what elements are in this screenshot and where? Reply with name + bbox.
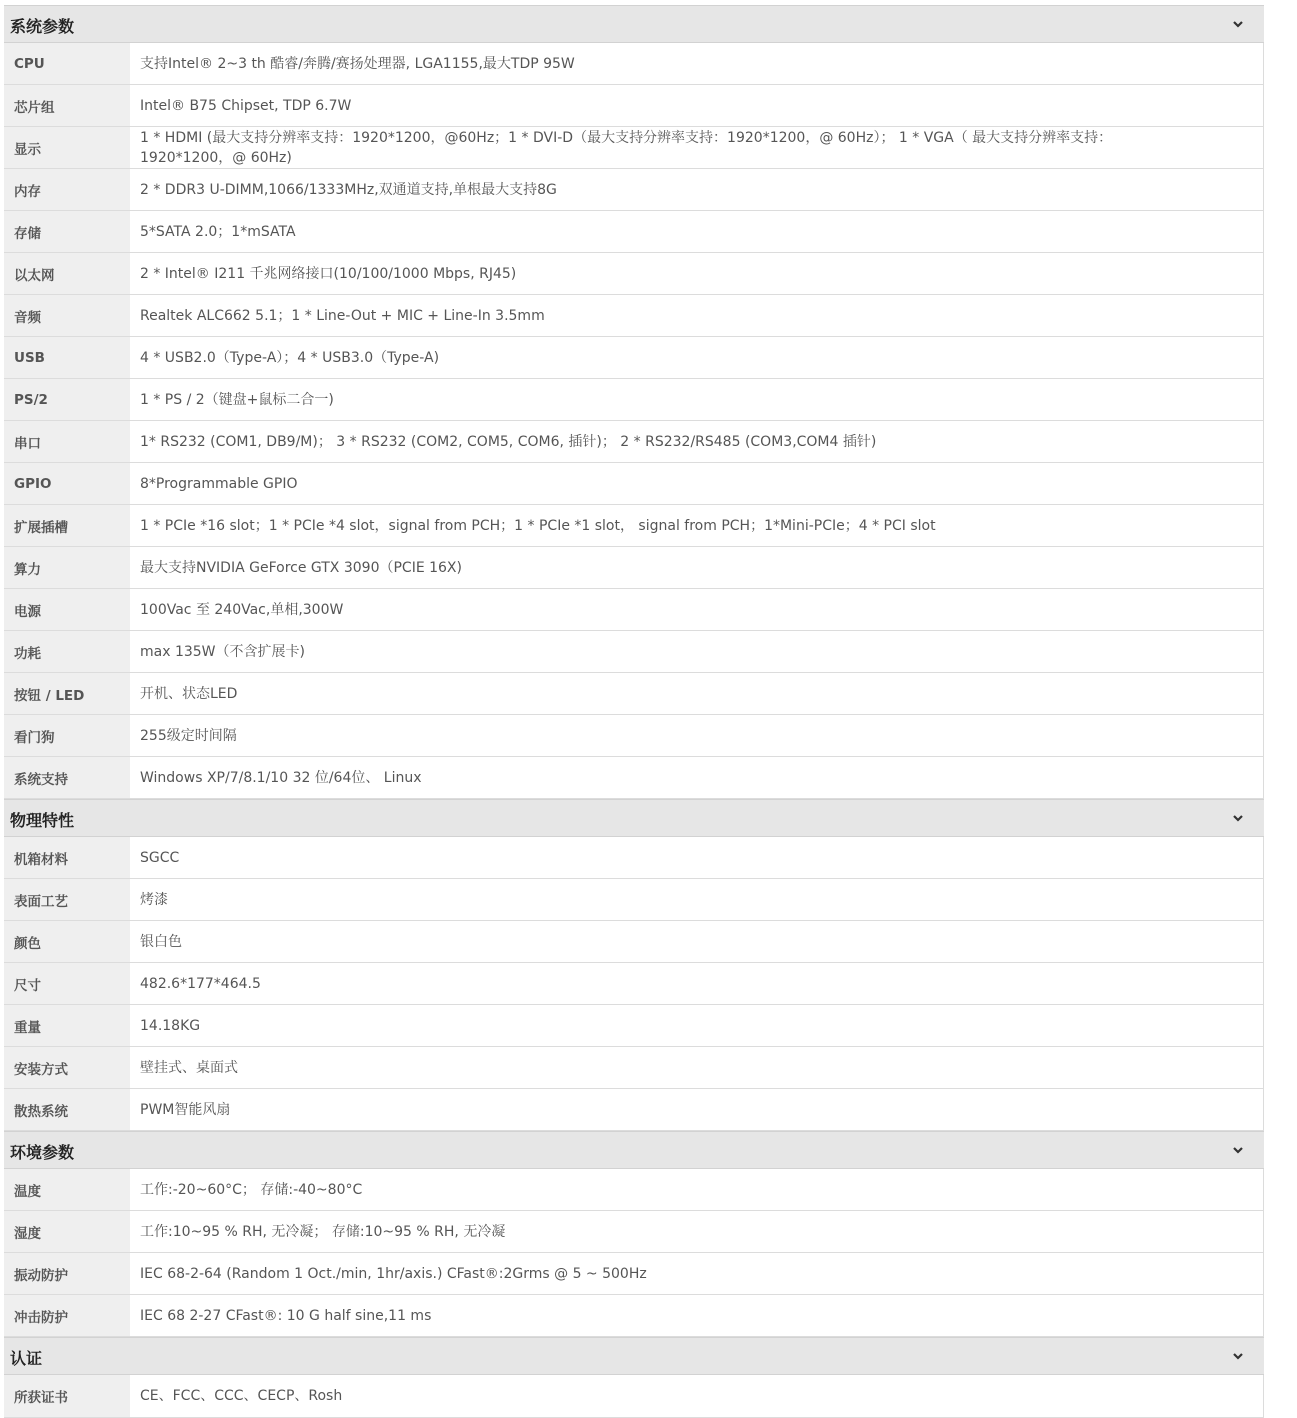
spec-row	[4, 421, 1264, 463]
spec-value: 1 * PS / 2（键盘+鼠标二合一)	[130, 379, 1263, 420]
spec-value: CE、FCC、CCC、CECP、Rosh	[130, 1375, 1263, 1417]
spec-value: 482.6*177*464.5	[130, 963, 1263, 1004]
section-header[interactable]	[4, 5, 1264, 43]
spec-row	[4, 673, 1264, 715]
spec-row	[4, 879, 1264, 921]
section-title: 认证	[10, 1349, 43, 1368]
spec-label: 表面工艺	[4, 879, 130, 920]
spec-label: 算力	[4, 547, 130, 588]
spec-label: 电源	[4, 589, 130, 630]
spec-row	[4, 1375, 1264, 1418]
section-environment	[4, 1131, 1264, 1337]
spec-row	[4, 85, 1264, 127]
spec-value: 14.18KG	[130, 1005, 1263, 1046]
spec-label: GPIO	[4, 463, 130, 504]
spec-value: 255级定时间隔	[130, 715, 1263, 756]
spec-row	[4, 589, 1264, 631]
spec-row	[4, 127, 1264, 169]
spec-value: 壁挂式、桌面式	[130, 1047, 1263, 1088]
spec-row	[4, 1005, 1264, 1047]
spec-label: 按钮 / LED	[4, 673, 130, 714]
spec-row	[4, 1295, 1264, 1337]
spec-row	[4, 921, 1264, 963]
section-certification	[4, 1337, 1264, 1418]
spec-label: 功耗	[4, 631, 130, 672]
spec-value: 最大支持NVIDIA GeForce GTX 3090（PCIE 16X)	[130, 547, 1263, 588]
section-system	[4, 5, 1264, 799]
spec-label: 内存	[4, 169, 130, 210]
spec-label: 所获证书	[4, 1375, 130, 1417]
spec-row	[4, 715, 1264, 757]
spec-label: 串口	[4, 421, 130, 462]
spec-value: 1 * HDMI (最大支持分辨率支持：1920*1200，@60Hz；1 * DVI-D（最大支持分辨率支持：1920*1200，@ 60Hz）； 1 * VGA（ 最大支持分辨率支持：1920*1200，@ 60Hz)	[130, 127, 1263, 168]
section-title: 物理特性	[10, 811, 75, 830]
spec-row	[4, 1089, 1264, 1131]
spec-row	[4, 963, 1264, 1005]
spec-label: PS/2	[4, 379, 130, 420]
spec-value: PWM智能风扇	[130, 1089, 1263, 1130]
spec-value: Intel® B75 Chipset, TDP 6.7W	[130, 85, 1263, 126]
spec-label: 温度	[4, 1169, 130, 1210]
spec-value: 工作:10~95 % RH, 无冷凝； 存储:10~95 % RH, 无冷凝	[130, 1211, 1263, 1252]
spec-row	[4, 337, 1264, 379]
section-header[interactable]	[4, 1337, 1264, 1375]
spec-value: IEC 68 2-27 CFast®: 10 G half sine,11 ms	[130, 1295, 1263, 1336]
spec-value: 100Vac 至 240Vac,单相,300W	[130, 589, 1263, 630]
section-physical	[4, 799, 1264, 1131]
spec-value: Windows XP/7/8.1/10 32 位/64位、 Linux	[130, 757, 1263, 798]
spec-value: 银白色	[130, 921, 1263, 962]
spec-label: USB	[4, 337, 130, 378]
spec-row	[4, 505, 1264, 547]
spec-label: 湿度	[4, 1211, 130, 1252]
chevron-down-icon[interactable]	[1232, 812, 1244, 824]
spec-label: 音频	[4, 295, 130, 336]
spec-value: 工作:-20~60°C； 存储:-40~80°C	[130, 1169, 1263, 1210]
spec-label: 散热系统	[4, 1089, 130, 1130]
spec-row	[4, 757, 1264, 799]
spec-row	[4, 837, 1264, 879]
chevron-down-icon[interactable]	[1232, 1350, 1244, 1362]
section-title: 系统参数	[10, 17, 75, 36]
spec-label: 尺寸	[4, 963, 130, 1004]
spec-label: 以太网	[4, 253, 130, 294]
spec-row	[4, 1169, 1264, 1211]
spec-value: 烤漆	[130, 879, 1263, 920]
spec-label: 显示	[4, 127, 130, 168]
spec-label: 系统支持	[4, 757, 130, 798]
spec-row	[4, 211, 1264, 253]
spec-label: 安装方式	[4, 1047, 130, 1088]
chevron-down-icon[interactable]	[1232, 1144, 1244, 1156]
spec-row	[4, 1253, 1264, 1295]
spec-value: 4 * USB2.0（Type-A）；4 * USB3.0（Type-A)	[130, 337, 1263, 378]
spec-row	[4, 1211, 1264, 1253]
spec-label: CPU	[4, 43, 130, 84]
spec-label: 机箱材料	[4, 837, 130, 878]
spec-row	[4, 631, 1264, 673]
spec-value: 支持Intel® 2~3 th 酷睿/奔腾/赛扬处理器, LGA1155,最大TDP 95W	[130, 43, 1263, 84]
spec-row	[4, 43, 1264, 85]
spec-label: 重量	[4, 1005, 130, 1046]
spec-table	[4, 5, 1264, 1418]
spec-value: SGCC	[130, 837, 1263, 878]
spec-value: 2 * DDR3 U-DIMM,1066/1333MHz,双通道支持,单根最大支持8G	[130, 169, 1263, 210]
spec-row	[4, 169, 1264, 211]
spec-label: 扩展插槽	[4, 505, 130, 546]
spec-label: 颜色	[4, 921, 130, 962]
spec-row	[4, 1047, 1264, 1089]
spec-value: 1 * PCIe *16 slot；1 * PCIe *4 slot，signal from PCH；1 * PCIe *1 slot， signal from PCH；1*Mini-PCIe；4 * PCI slot	[130, 505, 1263, 546]
spec-label: 看门狗	[4, 715, 130, 756]
spec-row	[4, 547, 1264, 589]
spec-value: 2 * Intel® I211 千兆网络接口(10/100/1000 Mbps, RJ45)	[130, 253, 1263, 294]
spec-value: 8*Programmable GPIO	[130, 463, 1263, 504]
spec-row	[4, 253, 1264, 295]
section-header[interactable]	[4, 1131, 1264, 1169]
section-header[interactable]	[4, 799, 1264, 837]
spec-row	[4, 463, 1264, 505]
spec-label: 冲击防护	[4, 1295, 130, 1336]
spec-value: 开机、状态LED	[130, 673, 1263, 714]
chevron-down-icon[interactable]	[1232, 18, 1244, 30]
spec-label: 存储	[4, 211, 130, 252]
spec-value: 1* RS232 (COM1, DB9/M)； 3 * RS232 (COM2, COM5, COM6, 插针)； 2 * RS232/RS485 (COM3,COM4 插针)	[130, 421, 1263, 462]
spec-row	[4, 295, 1264, 337]
spec-label: 芯片组	[4, 85, 130, 126]
spec-label: 振动防护	[4, 1253, 130, 1294]
spec-value: Realtek ALC662 5.1；1 * Line-Out + MIC + Line-In 3.5mm	[130, 295, 1263, 336]
spec-value: 5*SATA 2.0；1*mSATA	[130, 211, 1263, 252]
spec-value: IEC 68-2-64 (Random 1 Oct./min, 1hr/axis.) CFast®:2Grms @ 5 ~ 500Hz	[130, 1253, 1263, 1294]
spec-value: max 135W（不含扩展卡)	[130, 631, 1263, 672]
section-title: 环境参数	[10, 1143, 75, 1162]
spec-row	[4, 379, 1264, 421]
